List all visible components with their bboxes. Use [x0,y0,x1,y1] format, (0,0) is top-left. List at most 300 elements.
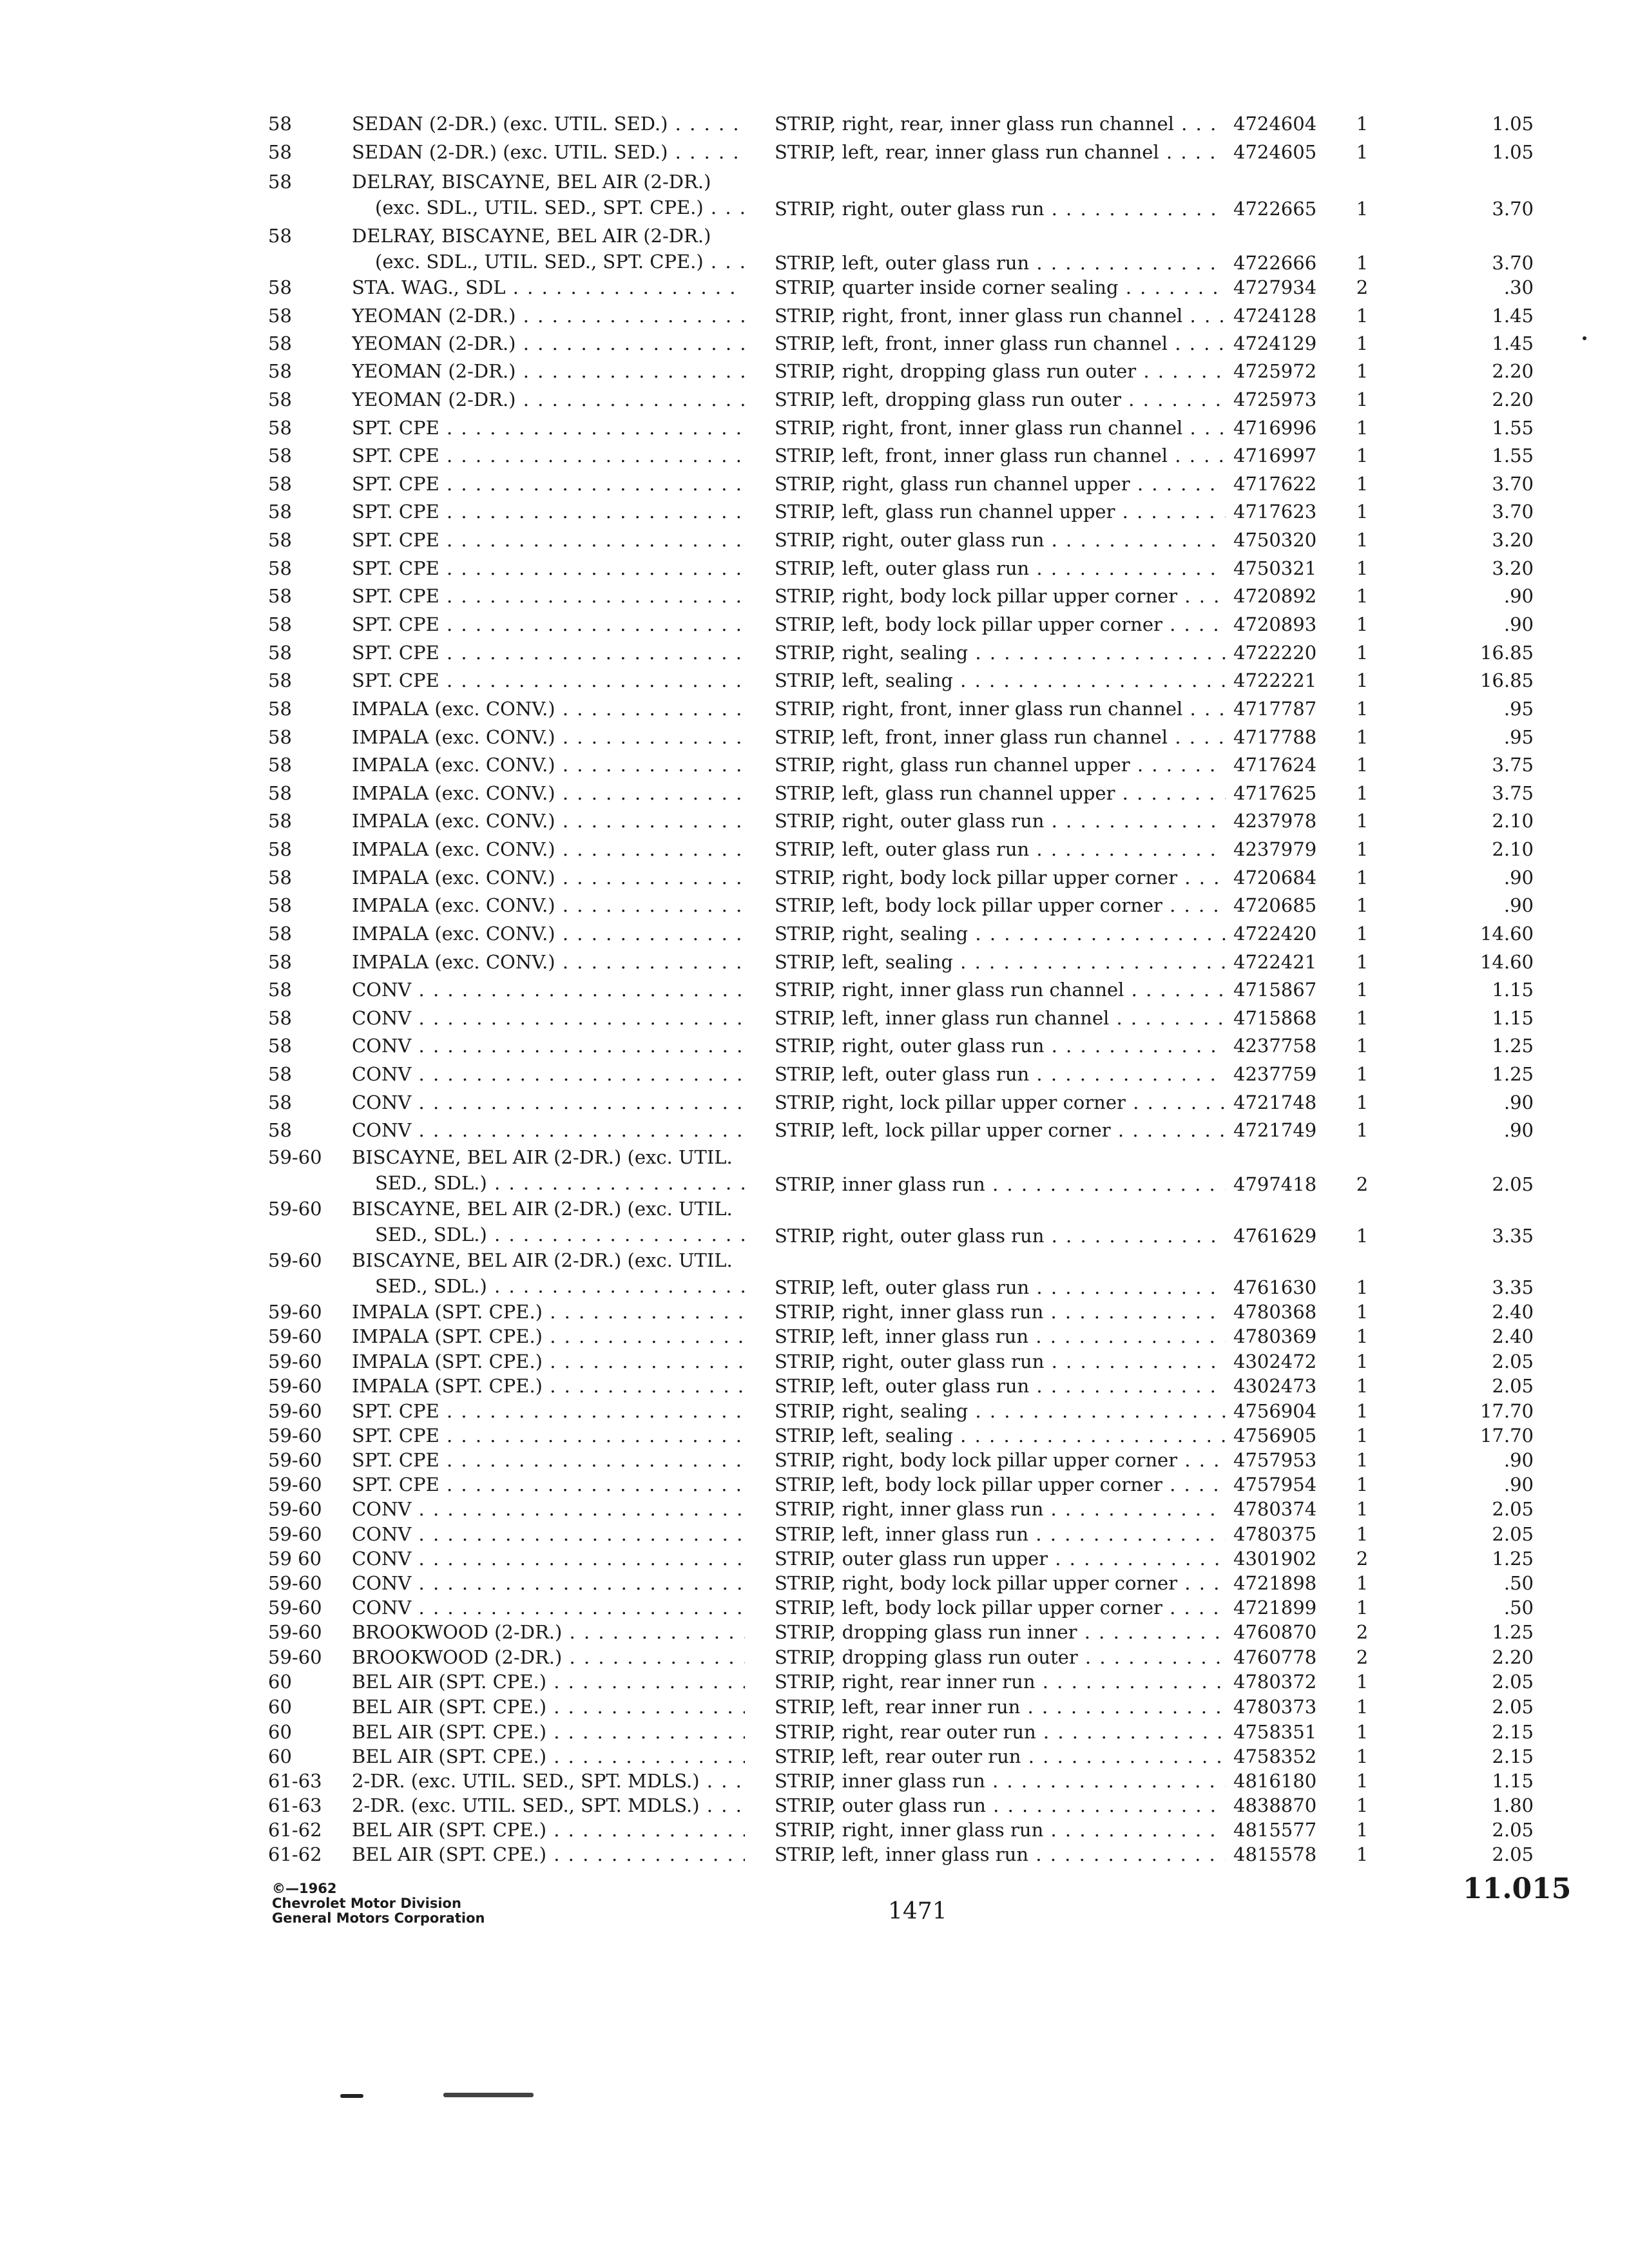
model-line [352,1373,745,1399]
quantity: 1 [1356,1091,1369,1113]
part-row [0,527,1629,555]
model-year: 59-60 [268,1146,322,1168]
part-row [0,443,1629,471]
part-description: STRIP, left, glass run channel upper [775,501,1115,523]
list-price: 14.60 [1480,923,1534,945]
part-number: 4722666 [1233,252,1317,274]
part-number: 4816180 [1233,1770,1317,1792]
model-line [352,1423,745,1448]
model-year: 59-60 [268,1449,322,1471]
part-number: 4780372 [1233,1671,1317,1693]
list-price: 1.25 [1492,1035,1534,1057]
part-description: STRIP, right, glass run channel upper [775,473,1130,495]
part-row [0,1090,1629,1118]
model-text: CONV [352,1035,412,1057]
list-price: .90 [1503,1119,1534,1141]
model-text: IMPALA (exc. CONV.) [352,951,555,973]
model-year: 60 [268,1696,292,1718]
part-number: 4757954 [1233,1474,1317,1495]
model-text: YEOMAN (2-DR.) [352,360,516,382]
part-number: 4720685 [1233,894,1317,916]
part-description: STRIP, left, glass run channel upper [775,782,1115,804]
list-price: 2.05 [1492,1375,1534,1397]
list-price: .90 [1503,1474,1534,1495]
model-line [352,1595,745,1620]
model-text: IMPALA (exc. CONV.) [352,923,555,945]
part-description: STRIP, left, rear outer run [775,1745,1021,1767]
model-text: SPT. CPE [352,529,439,551]
list-price: 2.20 [1492,360,1534,382]
part-number: 4715867 [1233,979,1317,1001]
model-line [352,1398,745,1424]
part-row [0,1496,1629,1524]
model-line [352,1323,745,1349]
model-text: BEL AIR (SPT. CPE.) [352,1696,547,1718]
part-description: STRIP, left, sealing [775,669,953,691]
model-line [352,977,745,1003]
model-year: 58 [268,867,292,889]
list-price: 16.85 [1480,642,1534,664]
part-number: 4780374 [1233,1498,1317,1520]
part-number: 4724605 [1233,141,1317,163]
division-line: Chevrolet Motor Division [272,1896,461,1911]
quantity: 2 [1356,1646,1369,1668]
part-number: 4756905 [1233,1425,1317,1446]
part-description: STRIP, right, lock pillar upper corner [775,1091,1126,1113]
part-description: STRIP, left, body lock pillar upper corner [775,613,1162,635]
quantity: 1 [1356,1498,1369,1520]
part-number: 4722665 [1233,198,1317,220]
model-text: SPT. CPE [352,1400,439,1422]
model-line [352,1061,745,1087]
model-line [352,471,745,497]
model-year: 58 [268,1007,292,1029]
list-price: 3.70 [1492,198,1534,220]
model-year: 59-60 [268,1597,322,1619]
part-number: 4717787 [1233,698,1317,720]
part-number: 4717622 [1233,473,1317,495]
model-year: 58 [268,669,292,691]
quantity: 1 [1356,698,1369,720]
part-description: STRIP, right, sealing [775,923,969,945]
model-year: 58 [268,838,292,860]
model-line [352,1570,745,1596]
part-description: STRIP, left, outer glass run [775,557,1030,579]
part-row [0,471,1629,499]
model-year: 59-60 [268,1301,322,1323]
model-text: IMPALA (exc. CONV.) [352,838,555,860]
model-year: 58 [268,417,292,439]
quantity: 1 [1356,473,1369,495]
quantity: 1 [1356,1400,1369,1422]
part-row [0,1373,1629,1401]
footer-publisher [272,1881,485,1926]
part-description: STRIP, right, sealing [775,642,969,664]
part-row [0,949,1629,977]
part-row [0,611,1629,640]
model-year: 58 [268,951,292,973]
scan-mark-smudge [340,2094,363,2098]
model-year: 58 [268,979,292,1001]
part-number: 4717788 [1233,726,1317,748]
model-text: IMPALA (SPT. CPE.) [352,1350,543,1372]
part-description: STRIP, left, outer glass run [775,252,1030,274]
quantity: 1 [1356,1721,1369,1743]
copyright-line: ©—1962 [272,1881,337,1896]
model-line [352,583,745,609]
model-text: SED., SDL.) [375,1172,487,1194]
part-description: STRIP, left, rear inner run [775,1696,1021,1718]
part-description: STRIP, left, outer glass run [775,1276,1030,1298]
quantity: 1 [1356,669,1369,691]
part-number: 4722421 [1233,951,1317,973]
list-price: 17.70 [1480,1400,1534,1422]
model-line [352,1619,745,1645]
model-line [352,892,745,918]
model-text: IMPALA (exc. CONV.) [352,810,555,832]
part-row [0,1323,1629,1352]
part-number: 4237758 [1233,1035,1317,1057]
part-row [0,583,1629,611]
part-description: STRIP, left, outer glass run [775,1375,1030,1397]
list-price: 2.05 [1492,1671,1534,1693]
part-number: 4722220 [1233,642,1317,664]
list-price: 1.55 [1492,445,1534,466]
quantity: 1 [1356,613,1369,635]
part-description: STRIP, left, inner glass run [775,1325,1029,1347]
model-year: 58 [268,445,292,466]
part-description: STRIP, dropping glass run inner [775,1621,1077,1643]
part-number: 4721749 [1233,1119,1317,1141]
model-line [352,1222,745,1247]
list-price: 1.25 [1492,1063,1534,1085]
part-number: 4750321 [1233,557,1317,579]
quantity: 1 [1356,1301,1369,1323]
model-year: 61-63 [268,1770,322,1792]
model-year: 58 [268,360,292,382]
part-row [0,1061,1629,1090]
part-number: 4721748 [1233,1091,1317,1113]
model-text: IMPALA (exc. CONV.) [352,782,555,804]
list-price: 2.05 [1492,1498,1534,1520]
part-description: STRIP, right, outer glass run [775,529,1045,551]
model-year: 58 [268,782,292,804]
model-text: 2-DR. (exc. UTIL. SED., SPT. MDLS.) [352,1794,700,1816]
model-year: 59-60 [268,1474,322,1495]
part-row [0,865,1629,893]
model-text: CONV [352,1523,412,1545]
model-text: IMPALA (exc. CONV.) [352,754,555,776]
list-price: 1.25 [1492,1548,1534,1570]
part-row [0,139,1629,168]
part-number: 4724604 [1233,113,1317,135]
part-row [0,921,1629,949]
model-line [352,139,745,165]
model-line [352,358,745,384]
model-year: 58 [268,923,292,945]
quantity: 1 [1356,810,1369,832]
model-line [352,1117,745,1143]
model-line [352,1644,745,1670]
model-line [352,752,745,778]
model-year: 58 [268,141,292,163]
part-row [0,415,1629,443]
list-price: 2.05 [1492,1523,1534,1545]
part-number: 4722221 [1233,669,1317,691]
part-number: 4797418 [1233,1173,1317,1195]
part-description: STRIP, right, body lock pillar upper corner [775,1449,1178,1471]
model-year: 61-62 [268,1843,322,1865]
quantity: 1 [1356,1375,1369,1397]
part-description: STRIP, right, inner glass run [775,1301,1044,1323]
model-text: IMPALA (exc. CONV.) [352,867,555,889]
model-text: CONV [352,1119,412,1141]
model-line [352,195,745,220]
list-price: 2.05 [1492,1696,1534,1718]
model-text: SPT. CPE [352,1425,439,1446]
model-line [352,1349,745,1374]
quantity: 1 [1356,1474,1369,1495]
part-description: STRIP, right, outer glass run [775,1035,1045,1057]
list-price: 2.20 [1492,389,1534,410]
part-description: STRIP, right, inner glass run channel [775,979,1124,1001]
quantity: 1 [1356,923,1369,945]
model-line [352,949,745,975]
list-price: 2.05 [1492,1819,1534,1841]
model-text: SPT. CPE [352,1449,439,1471]
model-text: (exc. SDL., UTIL. SED., SPT. CPE.) [375,251,704,273]
model-year: 59-60 [268,1425,322,1446]
part-number: 4301902 [1233,1548,1317,1570]
model-line [352,836,745,862]
list-price: .90 [1503,613,1534,635]
model-year: 59 60 [268,1548,322,1570]
list-price: 3.70 [1492,501,1534,523]
quantity: 1 [1356,642,1369,664]
quantity: 1 [1356,1276,1369,1298]
model-text: DELRAY, BISCAYNE, BEL AIR (2-DR.) [352,171,711,193]
model-year: 58 [268,726,292,748]
model-line [352,1669,745,1695]
model-year: 59-60 [268,1572,322,1594]
model-text: SPT. CPE [352,417,439,439]
model-text: (exc. SDL., UTIL. SED., SPT. CPE.) [375,197,704,218]
part-description: STRIP, left, body lock pillar upper corner [775,894,1162,916]
part-number: 4780369 [1233,1325,1317,1347]
model-text: BISCAYNE, BEL AIR (2-DR.) (exc. UTIL. [352,1198,733,1220]
part-number: 4717624 [1233,754,1317,776]
model-year: 58 [268,389,292,410]
model-line [352,274,745,300]
quantity: 2 [1356,1621,1369,1643]
part-row [0,1117,1629,1146]
model-line [352,1472,745,1497]
part-row [0,640,1629,668]
model-year: 59-60 [268,1325,322,1347]
part-row [0,836,1629,865]
part-row [0,223,1629,277]
quantity: 1 [1356,1225,1369,1247]
model-line [352,1744,745,1769]
part-description: STRIP, right, sealing [775,1400,969,1422]
model-year: 60 [268,1671,292,1693]
part-number: 4724129 [1233,332,1317,354]
model-text: YEOMAN (2-DR.) [352,332,516,354]
list-price: .90 [1503,585,1534,607]
model-year: 61-63 [268,1794,322,1816]
part-number: 4717623 [1233,501,1317,523]
quantity: 1 [1356,1063,1369,1085]
model-year: 61-62 [268,1819,322,1841]
part-number: 4720893 [1233,613,1317,635]
part-description: STRIP, right, front, inner glass run channel [775,698,1183,720]
quantity: 1 [1356,1572,1369,1594]
part-number: 4724128 [1233,305,1317,327]
model-year: 59-60 [268,1350,322,1372]
part-description: STRIP, inner glass run [775,1173,985,1195]
part-description: STRIP, left, body lock pillar upper corner [775,1474,1162,1495]
part-row [0,1247,1629,1302]
model-text: IMPALA (exc. CONV.) [352,698,555,720]
model-line [352,865,745,890]
list-price: .95 [1503,726,1534,748]
model-year: 58 [268,642,292,664]
model-text: SPT. CPE [352,585,439,607]
part-description: STRIP, right, outer glass run [775,810,1045,832]
model-text: IMPALA (exc. CONV.) [352,726,555,748]
part-description: STRIP, quarter inside corner sealing [775,276,1119,298]
quantity: 1 [1356,979,1369,1001]
model-line [352,696,745,722]
model-year: 58 [268,810,292,832]
model-year: 58 [268,894,292,916]
quantity: 1 [1356,141,1369,163]
part-number: 4715868 [1233,1007,1317,1029]
model-year: 58 [268,1119,292,1141]
quantity: 1 [1356,1696,1369,1718]
model-year: 58 [268,113,292,135]
model-year: 58 [268,698,292,720]
list-price: .50 [1503,1597,1534,1619]
part-row [0,724,1629,753]
model-text: BEL AIR (SPT. CPE.) [352,1671,547,1693]
model-year: 60 [268,1721,292,1743]
model-year: 59-60 [268,1498,322,1520]
part-row [0,274,1629,303]
model-line [352,555,745,581]
model-year: 59-60 [268,1646,322,1668]
list-price: 1.55 [1492,417,1534,439]
model-text: SPT. CPE [352,445,439,466]
model-year: 58 [268,473,292,495]
part-number: 4725973 [1233,389,1317,410]
list-price: .50 [1503,1572,1534,1594]
model-year: 58 [268,276,292,298]
list-price: 2.40 [1492,1325,1534,1347]
model-year: 60 [268,1745,292,1767]
model-text: CONV [352,1597,412,1619]
part-description: STRIP, right, rear inner run [775,1671,1036,1693]
model-text: CONV [352,1498,412,1520]
model-text: SEDAN (2-DR.) (exc. UTIL. SED.) [352,141,668,163]
quantity: 1 [1356,1819,1369,1841]
part-number: 4302473 [1233,1375,1317,1397]
part-description: STRIP, left, dropping glass run outer [775,389,1121,410]
model-text: 2-DR. (exc. UTIL. SED., SPT. MDLS.) [352,1770,700,1792]
part-row [0,1196,1629,1250]
model-line [352,303,745,329]
page-number: 1471 [888,1898,947,1925]
part-description: STRIP, right, body lock pillar upper corner [775,585,1178,607]
part-number: 4717625 [1233,782,1317,804]
part-description: STRIP, right, front, inner glass run channel [775,305,1183,327]
model-line [352,1719,745,1745]
quantity: 1 [1356,501,1369,523]
model-line [352,1273,745,1299]
part-number: 4720892 [1233,585,1317,607]
quantity: 2 [1356,1173,1369,1195]
part-description: STRIP, left, inner glass run channel [775,1007,1110,1029]
model-text: CONV [352,1572,412,1594]
part-description: STRIP, left, outer glass run [775,1063,1030,1085]
quantity: 1 [1356,417,1369,439]
part-number: 4725972 [1233,360,1317,382]
part-row [0,808,1629,836]
model-line [352,331,745,356]
model-line [352,921,745,947]
section-number: 11.015 [1463,1872,1572,1905]
model-line [352,1841,745,1867]
part-description: STRIP, right, outer glass run [775,198,1045,220]
quantity: 1 [1356,1597,1369,1619]
quantity: 1 [1356,113,1369,135]
quantity: 1 [1356,951,1369,973]
quantity: 1 [1356,529,1369,551]
model-text: IMPALA (SPT. CPE.) [352,1375,543,1397]
part-row [0,331,1629,359]
list-price: 1.05 [1492,141,1534,163]
part-number: 4237978 [1233,810,1317,832]
part-description: STRIP, left, sealing [775,951,953,973]
part-row [0,303,1629,331]
quantity: 1 [1356,1119,1369,1141]
model-line [352,443,745,468]
list-price: 1.15 [1492,979,1534,1001]
part-description: STRIP, left, front, inner glass run channel [775,445,1168,466]
list-price: 3.75 [1492,782,1534,804]
part-number: 4237759 [1233,1063,1317,1085]
model-text: CONV [352,979,412,1001]
model-line [352,415,745,441]
model-text: BEL AIR (SPT. CPE.) [352,1721,547,1743]
model-year: 59-60 [268,1249,322,1271]
model-line [352,668,745,693]
list-price: 17.70 [1480,1425,1534,1446]
quantity: 1 [1356,1425,1369,1446]
model-text: SPT. CPE [352,473,439,495]
part-row [0,696,1629,724]
list-price: .30 [1503,276,1534,298]
model-text: CONV [352,1548,412,1570]
part-number: 4815578 [1233,1843,1317,1865]
part-description: STRIP, left, front, inner glass run channel [775,332,1168,354]
part-description: STRIP, left, sealing [775,1425,953,1446]
part-number: 4760778 [1233,1646,1317,1668]
part-description: STRIP, right, dropping glass run outer [775,360,1137,382]
part-number: 4756904 [1233,1400,1317,1422]
list-price: 3.20 [1492,557,1534,579]
model-line [352,223,745,249]
